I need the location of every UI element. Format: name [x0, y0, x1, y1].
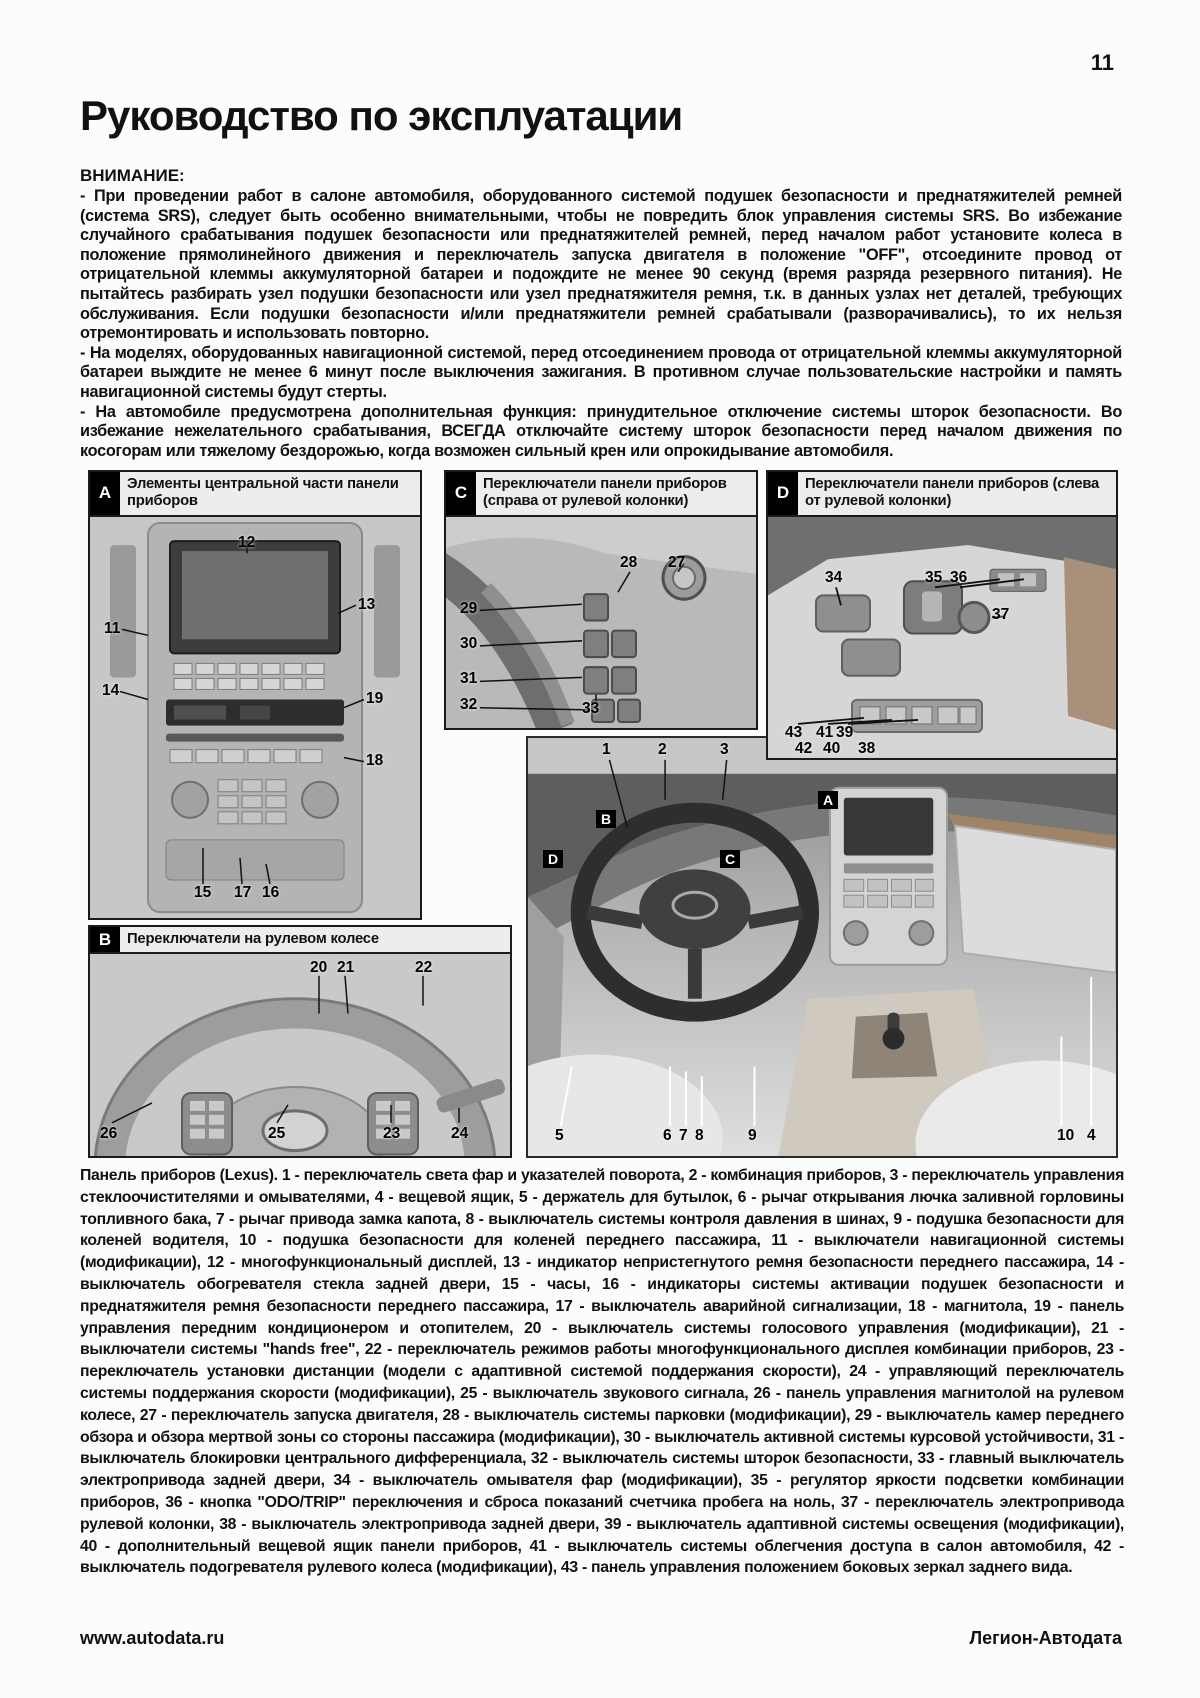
figure-callout-number: 25 — [268, 1125, 286, 1143]
figure-callout-number: 30 — [460, 634, 478, 652]
figure-callout-number: 24 — [451, 1125, 469, 1143]
figure-callout-number: 11 — [104, 619, 121, 637]
figure-letter-marker: D — [543, 850, 563, 868]
figure-callout-number: 41 — [816, 723, 834, 741]
figure-callout-number: 6 — [663, 1127, 672, 1144]
panel-letter-badge-b: B — [90, 927, 120, 952]
panel-b-title: Переключатели на рулевом колесе — [127, 931, 379, 947]
figure-callout-number: 26 — [100, 1125, 118, 1143]
figure-callout-number: 19 — [366, 689, 384, 707]
panel-c-photo — [446, 517, 756, 728]
warning-block — [80, 166, 1122, 461]
steering-wheel-illustration — [90, 954, 510, 1156]
footer-url: www.autodata.ru — [80, 1628, 225, 1648]
warning-heading: ВНИМАНИЕ: — [80, 166, 185, 185]
figure-letter-marker: B — [596, 810, 616, 828]
figure-callout-number: 29 — [460, 599, 478, 617]
figure-callout-number: 20 — [310, 959, 328, 977]
panel-a-photo — [90, 517, 420, 918]
figure-callout-number: 35 — [925, 568, 943, 586]
dashboard-photo — [526, 736, 1118, 1158]
figure-callout-number: 17 — [234, 883, 252, 901]
panel-c-header — [446, 472, 756, 517]
figure-callout-number: 39 — [836, 723, 854, 741]
figure-callout-number: 33 — [582, 699, 600, 717]
figure-callout-number: 10 — [1057, 1127, 1075, 1144]
figure-letter-marker: A — [818, 791, 838, 809]
figure-callout-number: 13 — [358, 595, 376, 613]
figure-callout-number: 18 — [366, 751, 384, 769]
figure-callout-number: 9 — [748, 1127, 757, 1144]
footer-publisher: Легион-Автодата — [969, 1628, 1122, 1648]
figure-callout-number: 1 — [602, 741, 611, 758]
panel-c-title: Переключатели панели приборов (справа от рулевой колонки) — [483, 476, 727, 510]
figure-callout-number: 28 — [620, 553, 638, 571]
figure-panel-d — [766, 470, 1118, 760]
figure-callout-number: 15 — [194, 883, 212, 901]
panel-a-title: Элементы центральной части панели приборов — [127, 476, 399, 510]
figure-callout-number: 5 — [555, 1127, 564, 1144]
page-number: 11 — [1090, 50, 1114, 75]
figure-callout-number: 40 — [823, 739, 841, 757]
figure-letter-marker: C — [720, 850, 740, 868]
figure-callout-number: 23 — [383, 1125, 401, 1143]
right-column-switches-illustration — [446, 517, 756, 728]
page-title: Руководство по эксплуатации — [80, 92, 683, 139]
warning-paragraph: - На автомобиле предусмотрена дополнительная функция: принудительное отключение системы шторок безопасности. Во избежание нежелательного срабатывания, ВСЕГДА отключайте систему шторок безопасности перед началом движения по косогорам или тяжелому бездорожью, когда возможен сильный крен или опрокидывание автомобиля. — [80, 402, 1122, 460]
figure-callout-number: 22 — [415, 959, 433, 977]
figure-callout-number: 32 — [460, 695, 478, 713]
figure-callout-number: 12 — [238, 533, 256, 551]
figure-callout-number: 3 — [720, 741, 729, 758]
figure-callout-number: 4 — [1087, 1127, 1096, 1144]
figure-callout-number: 34 — [825, 568, 843, 586]
figure-collage — [82, 468, 1120, 1160]
warning-paragraph: - На моделях, оборудованных навигационной системой, перед отсоединением провода от отрицательной клеммы аккумуляторной батареи выждите не менее 6 минут после выключения зажигания. В противном случае пользовательские настройки и память навигационной системы будут стерты. — [80, 343, 1122, 401]
figure-callout-number: 37 — [992, 605, 1010, 623]
panel-d-title: Переключатели панели приборов (слева от рулевой колонки) — [805, 476, 1100, 510]
panel-b-photo — [90, 954, 510, 1156]
panel-letter-badge-c: C — [446, 472, 476, 515]
panel-b-header — [90, 927, 510, 954]
figure-callout-number: 8 — [695, 1127, 704, 1144]
figure-callout-number: 42 — [795, 739, 813, 757]
page-footer — [80, 1628, 1122, 1649]
figure-callout-number: 21 — [337, 959, 355, 977]
figure-callout-number: 31 — [460, 669, 478, 687]
center-console-illustration — [90, 517, 420, 918]
figure-panel-a — [88, 470, 422, 920]
panel-letter-badge-a: A — [90, 472, 120, 515]
panel-d-photo — [768, 517, 1116, 758]
figure-callout-number: 36 — [950, 568, 968, 586]
figure-callout-number: 7 — [679, 1127, 688, 1144]
figure-callout-number: 16 — [262, 883, 280, 901]
figure-panel-c — [444, 470, 758, 730]
panel-d-header — [768, 472, 1116, 517]
left-dash-switches-illustration — [768, 517, 1116, 758]
figure-caption: Панель приборов (Lexus). 1 - переключатель света фар и указателей поворота, 2 - комбинация приборов, 3 - переключатель управления стеклоочистителями и омывателями, 4 - вещевой ящик, 5 - держатель для бутылок, 6 - рычаг открывания лючка заливной горловины топливного бака, 7 - рычаг привода замка капота, 8 - выключатель системы контроля давления в шинах, 9 - подушка безопасности для коленей водителя, 10 - подушка безопасности для коленей переднего пассажира, 11 - выключатели навигационной системы (модификации), 12 - многофункциональный дисплей, 13 - индикатор непристегнутого ремня безопасности переднего пассажира, 14 - выключатель обогревателя стекла задней двери, 15 - часы, 16 - индикаторы системы активации подушек безопасности и преднатяжителя ремня безопасности переднего пассажира, 17 - выключатель аварийной сигнализации, 18 - магнитола, 19 - панель управления передним кондиционером и отопителем, 20 - выключатель системы голосового управления (модификации), 21 - выключатели системы "hands free", 22 - переключатель режимов работы многофункционального дисплея комбинации приборов, 23 - переключатель установки дистанции (модели с адаптивной системой поддержания скорости), 24 - управляющий переключатель системы поддержания скорости (модификации), 25 - выключатель звукового сигнала, 26 - панель управления магнитолой на рулевом колесе, 27 - переключатель запуска двигателя, 28 - выключатель системы парковки (модификации), 29 - выключатель камер переднего обзора и обзора мертвой зоны со стороны пассажира (модификации), 30 - выключатель активной системы курсовой устойчивости, 31 - выключатель блокировки центрального дифференциала, 32 - выключатель системы шторок безопасности, 33 - главный выключатель электропривода задней двери, 34 - выключатель омывателя фар (модификации), 35 - регулятор яркости подсветки комбинации приборов, 36 - кнопка "ODO/TRIP" переключения и сброса показаний счетчика пробега на ноль, 37 - переключатель электропривода рулевой колонки, 38 - выключатель электропривода задней двери, 39 - выключатель адаптивной системы освещения (модификации), 40 - дополнительный вещевой ящик панели приборов, 41 - выключатель системы облегчения доступа в салон автомобиля, 42 - выключатель подогревателя рулевого колеса (модификации), 43 - панель управления положением боковых зеркал заднего вида. — [80, 1167, 1124, 1577]
panel-a-header — [90, 472, 420, 517]
figure-callout-number: 14 — [102, 681, 120, 699]
figure-callout-number: 38 — [858, 739, 876, 757]
figure-callout-number: 43 — [785, 723, 803, 741]
figure-panel-b — [88, 925, 512, 1158]
panel-letter-badge-d: D — [768, 472, 798, 515]
warning-paragraph: - При проведении работ в салоне автомобиля, оборудованного системой подушек безопасности и преднатяжителей ремней (система SRS), следует быть особенно внимательными, чтобы не повредить блок управления системы SRS. Во избежание случайного срабатывания подушек безопасности или преднатяжителей ремней, перед началом работ установите колеса в положение прямолинейного движения и переключатель запуска двигателя в положение "OFF", отсоедините провод от отрицательной клеммы аккумуляторной батареи и подождите не менее 90 секунд (время разряда резервного питания). Не пытайтесь разбирать узел подушки безопасности или узел преднатяжителя ремня, т.к. в данных узлах нет деталей, требующих обслуживания. Если подушки безопасности и/или преднатяжители ремней срабатывали (разворачивались), то их нельзя отремонтировать и использовать повторно. — [80, 187, 1122, 343]
figure-callout-number: 27 — [668, 553, 686, 571]
figure-callout-number: 2 — [658, 741, 667, 758]
